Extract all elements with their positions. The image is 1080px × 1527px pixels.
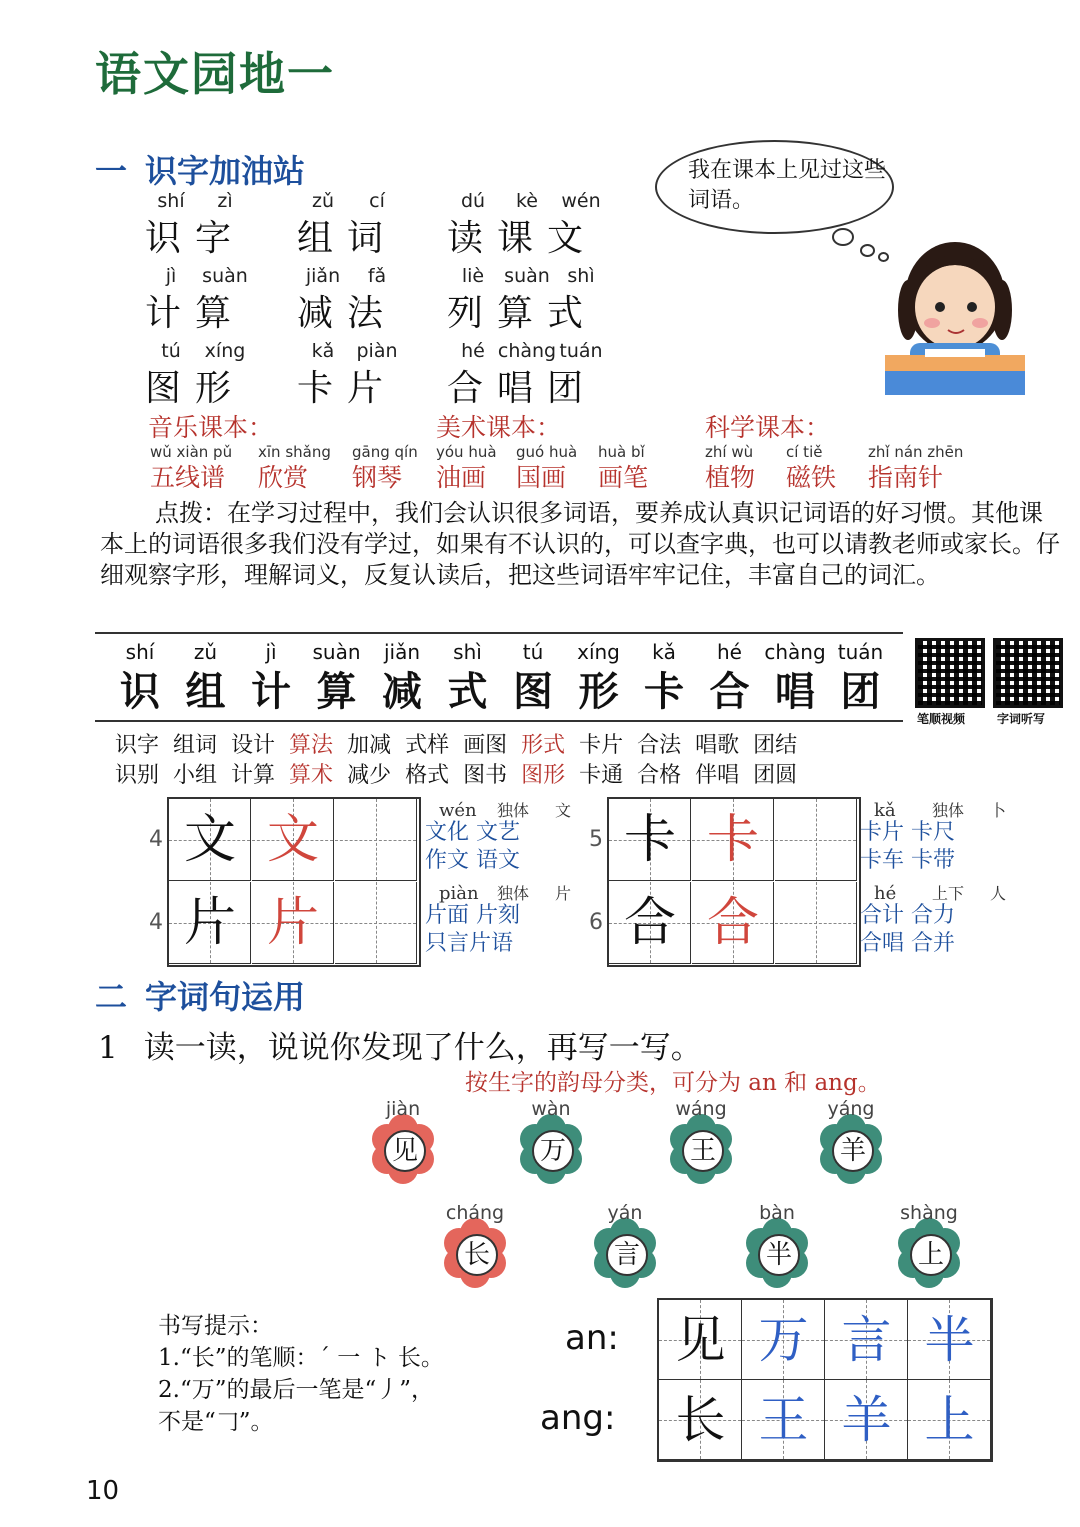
related-word: 格式 xyxy=(405,763,450,788)
char-hanzi: 式 xyxy=(447,668,488,715)
related-word: 伴唱 xyxy=(695,763,740,788)
subject-label: 美术课本： xyxy=(436,413,562,442)
char-hanzi: 识 xyxy=(120,668,160,715)
speech-bubble-text: 我在课本上见过这些词语。 xyxy=(688,158,887,213)
subject-word: 五线谱 xyxy=(150,463,226,492)
flower-pinyin: wáng xyxy=(675,1098,727,1120)
char-pinyin: kǎ xyxy=(652,640,676,664)
writing-tip-line-3: 不是“𠃌”。 xyxy=(158,1409,274,1435)
word-hanzi: 减法 xyxy=(297,293,398,334)
practice-structure: 独体 xyxy=(932,801,965,820)
word-pinyin: wén xyxy=(561,190,601,212)
char-pinyin: hé xyxy=(717,640,742,664)
practice-words: 文化 文艺 xyxy=(425,820,520,845)
subject-word: 指南针 xyxy=(868,463,944,492)
subject-word-pinyin: xīn shǎng xyxy=(258,443,331,461)
practice-pinyin: kǎ xyxy=(874,800,896,821)
word-pinyin: chàng xyxy=(497,340,557,362)
section-1-heading xyxy=(95,146,305,192)
related-word: 计算 xyxy=(231,763,276,788)
char-hanzi: 团 xyxy=(840,668,881,715)
section-2-label: 字词句运用 xyxy=(145,978,306,1016)
flower-char: 见 xyxy=(384,1130,426,1172)
practice-radical: 文 xyxy=(555,801,572,820)
char-pinyin: chàng xyxy=(764,640,826,664)
subject-word-pinyin: wǔ xiàn pǔ xyxy=(150,443,233,461)
word-pinyin: zǔ xyxy=(311,190,334,212)
related-words-row-1 xyxy=(115,728,811,759)
related-word: 式样 xyxy=(405,733,450,758)
word-hanzi: 计算 xyxy=(145,293,246,334)
word-hanzi: 读课文 xyxy=(447,218,598,259)
flower-pinyin: wàn xyxy=(531,1098,571,1120)
related-word: 小组 xyxy=(173,763,218,788)
flower-2 xyxy=(670,1118,732,1180)
related-word: 识字 xyxy=(115,733,160,758)
writing-tip xyxy=(158,1310,444,1438)
writing-tip-title: 书写提示： xyxy=(158,1313,273,1339)
char-pinyin: xíng xyxy=(577,640,620,664)
practice-char-trace: 片 xyxy=(266,893,319,953)
stroke-count: 4 xyxy=(149,827,163,852)
practice-cell[interactable] xyxy=(335,799,417,881)
writing-tip-line-1: 1.“长”的笔顺：ˊ 一 ト 长。 xyxy=(158,1345,444,1371)
flower-6 xyxy=(746,1222,808,1284)
flower-pinyin: yán xyxy=(607,1202,643,1224)
page-number: 10 xyxy=(86,1476,120,1506)
page-title: 语文园地一 xyxy=(95,47,335,101)
stroke-count: 5 xyxy=(589,827,603,852)
question-1 xyxy=(98,1022,702,1067)
char-pinyin: zǔ xyxy=(193,640,218,664)
practice-words: 只言片语 xyxy=(425,931,514,956)
writing-char: 长 xyxy=(675,1391,726,1449)
subject-word-pinyin: cí tiě xyxy=(786,443,823,461)
related-word: 识别 xyxy=(115,763,160,788)
subject-label: 音乐课本： xyxy=(148,413,274,442)
word-pinyin: hé xyxy=(461,340,485,362)
section-1-label: 识字加油站 xyxy=(145,152,306,190)
practice-char-trace: 合 xyxy=(706,893,759,953)
practice-cell[interactable] xyxy=(335,882,417,964)
practice-pinyin: wén xyxy=(439,800,477,821)
related-word: 团结 xyxy=(753,733,798,758)
flower-char: 万 xyxy=(532,1130,574,1172)
word-pinyin: dú xyxy=(460,190,486,212)
qr-code-stroke-video[interactable] xyxy=(915,638,985,708)
answer-hint: 按生字的韵母分类，可分为 an 和 ang。 xyxy=(465,1070,881,1096)
char-hanzi: 形 xyxy=(578,668,619,715)
subject-word-pinyin: gāng qín xyxy=(352,443,418,461)
char-pinyin: tuán xyxy=(837,640,884,664)
question-1-number: 1 xyxy=(98,1030,118,1066)
related-word: 团圆 xyxy=(753,763,798,788)
char-pinyin: shí xyxy=(125,640,155,664)
subject-word-pinyin: zhǐ nán zhēn xyxy=(868,443,964,461)
practice-pinyin: hé xyxy=(874,883,897,904)
flower-7 xyxy=(898,1222,960,1284)
practice-char-model: 合 xyxy=(623,893,676,953)
word-pinyin: xíng xyxy=(204,340,246,362)
section-1-number: 一 xyxy=(95,152,128,190)
flower-pinyin: shàng xyxy=(900,1202,958,1224)
flower-char: 半 xyxy=(758,1234,800,1276)
question-1-text: 读一读，说说你发现了什么，再写一写。 xyxy=(143,1030,702,1066)
related-word: 合格 xyxy=(637,763,682,788)
writing-char: 万 xyxy=(758,1311,809,1369)
word-hanzi: 图形 xyxy=(145,368,246,409)
practice-char-trace: 卡 xyxy=(706,810,759,870)
word-hanzi: 识字 xyxy=(145,218,246,259)
word-pinyin: jiǎn xyxy=(305,265,341,287)
flower-3 xyxy=(820,1118,882,1180)
word-hanzi: 卡片 xyxy=(297,368,398,409)
practice-radical: 人 xyxy=(990,884,1007,903)
writing-tip-line-2: 2.“万”的最后一笔是“丿”， xyxy=(158,1377,434,1403)
related-words-row-2 xyxy=(115,758,811,789)
related-word: 形式 xyxy=(521,733,566,758)
subject-word-pinyin: zhí wù xyxy=(705,443,754,461)
related-word: 卡通 xyxy=(579,763,624,788)
word-hanzi: 列算式 xyxy=(447,293,598,334)
practice-radical: 片 xyxy=(555,884,572,903)
char-hanzi: 卡 xyxy=(644,668,684,715)
related-word: 算法 xyxy=(289,733,334,758)
writing-char: 王 xyxy=(758,1391,809,1449)
writing-char: 羊 xyxy=(841,1391,892,1449)
writing-char: 见 xyxy=(675,1311,726,1369)
flower-0 xyxy=(372,1118,434,1180)
char-hanzi: 减 xyxy=(382,668,422,715)
flower-1 xyxy=(520,1118,582,1180)
related-word: 画图 xyxy=(463,733,508,758)
practice-structure: 上下 xyxy=(932,884,965,903)
related-word: 卡片 xyxy=(579,733,624,758)
word-pinyin: cí xyxy=(369,190,385,212)
word-pinyin: kǎ xyxy=(311,340,335,362)
char-pinyin: suàn xyxy=(312,640,361,664)
char-hanzi: 合 xyxy=(709,668,750,715)
related-word: 组词 xyxy=(173,733,218,758)
word-pinyin: tú xyxy=(161,340,181,362)
practice-char-model: 文 xyxy=(183,810,236,870)
related-word: 唱歌 xyxy=(695,733,740,758)
char-hanzi: 算 xyxy=(316,668,357,715)
stroke-count: 4 xyxy=(149,910,163,935)
char-pinyin: tú xyxy=(522,640,544,664)
char-hanzi: 图 xyxy=(513,668,553,715)
word-pinyin: suàn xyxy=(504,265,550,287)
flower-char: 王 xyxy=(682,1130,724,1172)
subject-word: 油画 xyxy=(436,463,487,492)
thought-dot xyxy=(832,228,854,246)
practice-char-model: 片 xyxy=(183,893,236,953)
thought-dot xyxy=(860,244,875,257)
practice-cell[interactable] xyxy=(775,799,857,881)
practice-cell[interactable] xyxy=(775,882,857,964)
qr-label-stroke-video: 笔顺视频 xyxy=(917,712,966,726)
section-2-heading xyxy=(95,972,305,1018)
practice-words: 片面 片刻 xyxy=(425,903,520,928)
char-hanzi: 计 xyxy=(251,668,291,715)
flower-pinyin: jiàn xyxy=(385,1098,421,1120)
qr-code-dictation[interactable] xyxy=(993,638,1063,708)
practice-words: 卡车 卡带 xyxy=(860,848,955,873)
char-pinyin: shì xyxy=(453,640,482,664)
word-pinyin: zì xyxy=(217,190,233,212)
flower-pinyin: bàn xyxy=(759,1202,795,1224)
subject-word: 磁铁 xyxy=(786,463,837,492)
flower-pinyin: yáng xyxy=(827,1098,875,1120)
subject-word: 植物 xyxy=(705,463,756,492)
flower-char: 羊 xyxy=(832,1130,874,1172)
writing-char: 言 xyxy=(841,1311,892,1369)
word-pinyin: shì xyxy=(567,265,595,287)
subject-label: 科学课本： xyxy=(705,413,831,442)
writing-char: 上 xyxy=(924,1391,975,1449)
word-pinyin: suàn xyxy=(202,265,248,287)
practice-words: 卡片 卡尺 xyxy=(860,820,955,845)
practice-words: 作文 语文 xyxy=(425,848,520,873)
char-hanzi: 唱 xyxy=(775,668,815,715)
word-pinyin: tuán xyxy=(559,340,603,362)
related-word: 设计 xyxy=(231,733,276,758)
flower-5 xyxy=(594,1222,656,1284)
word-pinyin: fǎ xyxy=(367,265,387,287)
an-label: an: xyxy=(565,1318,619,1358)
related-word: 加减 xyxy=(347,733,392,758)
related-word: 合法 xyxy=(637,733,682,758)
practice-char-trace: 文 xyxy=(266,810,319,870)
qr-label-dictation: 字词听写 xyxy=(997,712,1046,726)
flower-char: 上 xyxy=(910,1234,952,1276)
practice-radical: 卜 xyxy=(990,801,1007,820)
word-hanzi: 组词 xyxy=(297,218,398,259)
subject-word-pinyin: guó huà xyxy=(516,443,578,461)
rule-bottom xyxy=(95,720,903,722)
practice-words: 合计 合力 xyxy=(860,903,955,928)
flower-char: 言 xyxy=(606,1234,648,1276)
practice-char-model: 卡 xyxy=(623,810,676,870)
section-2-number: 二 xyxy=(95,978,128,1016)
word-pinyin: liè xyxy=(461,265,485,287)
practice-pinyin: piàn xyxy=(439,883,479,904)
subject-word: 钢琴 xyxy=(352,463,403,492)
practice-structure: 独体 xyxy=(497,801,530,820)
subject-word: 欣赏 xyxy=(258,463,309,492)
char-hanzi: 组 xyxy=(185,668,226,715)
ang-label: ang: xyxy=(540,1398,616,1438)
word-hanzi: 合唱团 xyxy=(447,368,598,409)
subject-word-pinyin: huà bǐ xyxy=(598,443,645,461)
girl-reading-illustration xyxy=(880,215,1030,400)
related-word: 算术 xyxy=(289,763,334,788)
word-pinyin: jì xyxy=(165,265,177,287)
related-word: 图书 xyxy=(463,763,508,788)
related-word: 减少 xyxy=(347,763,392,788)
word-pinyin: shí xyxy=(157,190,185,212)
subject-word: 国画 xyxy=(516,463,567,492)
word-pinyin: kè xyxy=(515,190,538,212)
tip-paragraph: 点拨：在学习过程中，我们会认识很多词语，要养成认真识记词语的好习惯。其他课本上的词语很多我们没有学过，如果有不认识的，可以查字典，也可以请教老师或家长。仔细观察字形，理解词义，反复认读后，把这些词语牢牢记住，丰富自己的词汇。 xyxy=(100,499,1060,589)
word-pinyin: piàn xyxy=(356,340,398,362)
writing-char: 半 xyxy=(924,1311,975,1369)
related-word: 图形 xyxy=(521,763,566,788)
flower-char: 长 xyxy=(456,1234,498,1276)
char-pinyin: jì xyxy=(265,640,277,664)
subject-word-pinyin: yóu huà xyxy=(436,443,497,461)
rule-top xyxy=(95,632,903,634)
flower-4 xyxy=(444,1222,506,1284)
char-pinyin: jiǎn xyxy=(383,640,421,664)
stroke-count: 6 xyxy=(589,910,603,935)
practice-words: 合唱 合并 xyxy=(860,931,955,956)
flower-pinyin: cháng xyxy=(445,1202,505,1224)
subject-word: 画笔 xyxy=(598,463,649,492)
practice-structure: 独体 xyxy=(497,884,530,903)
